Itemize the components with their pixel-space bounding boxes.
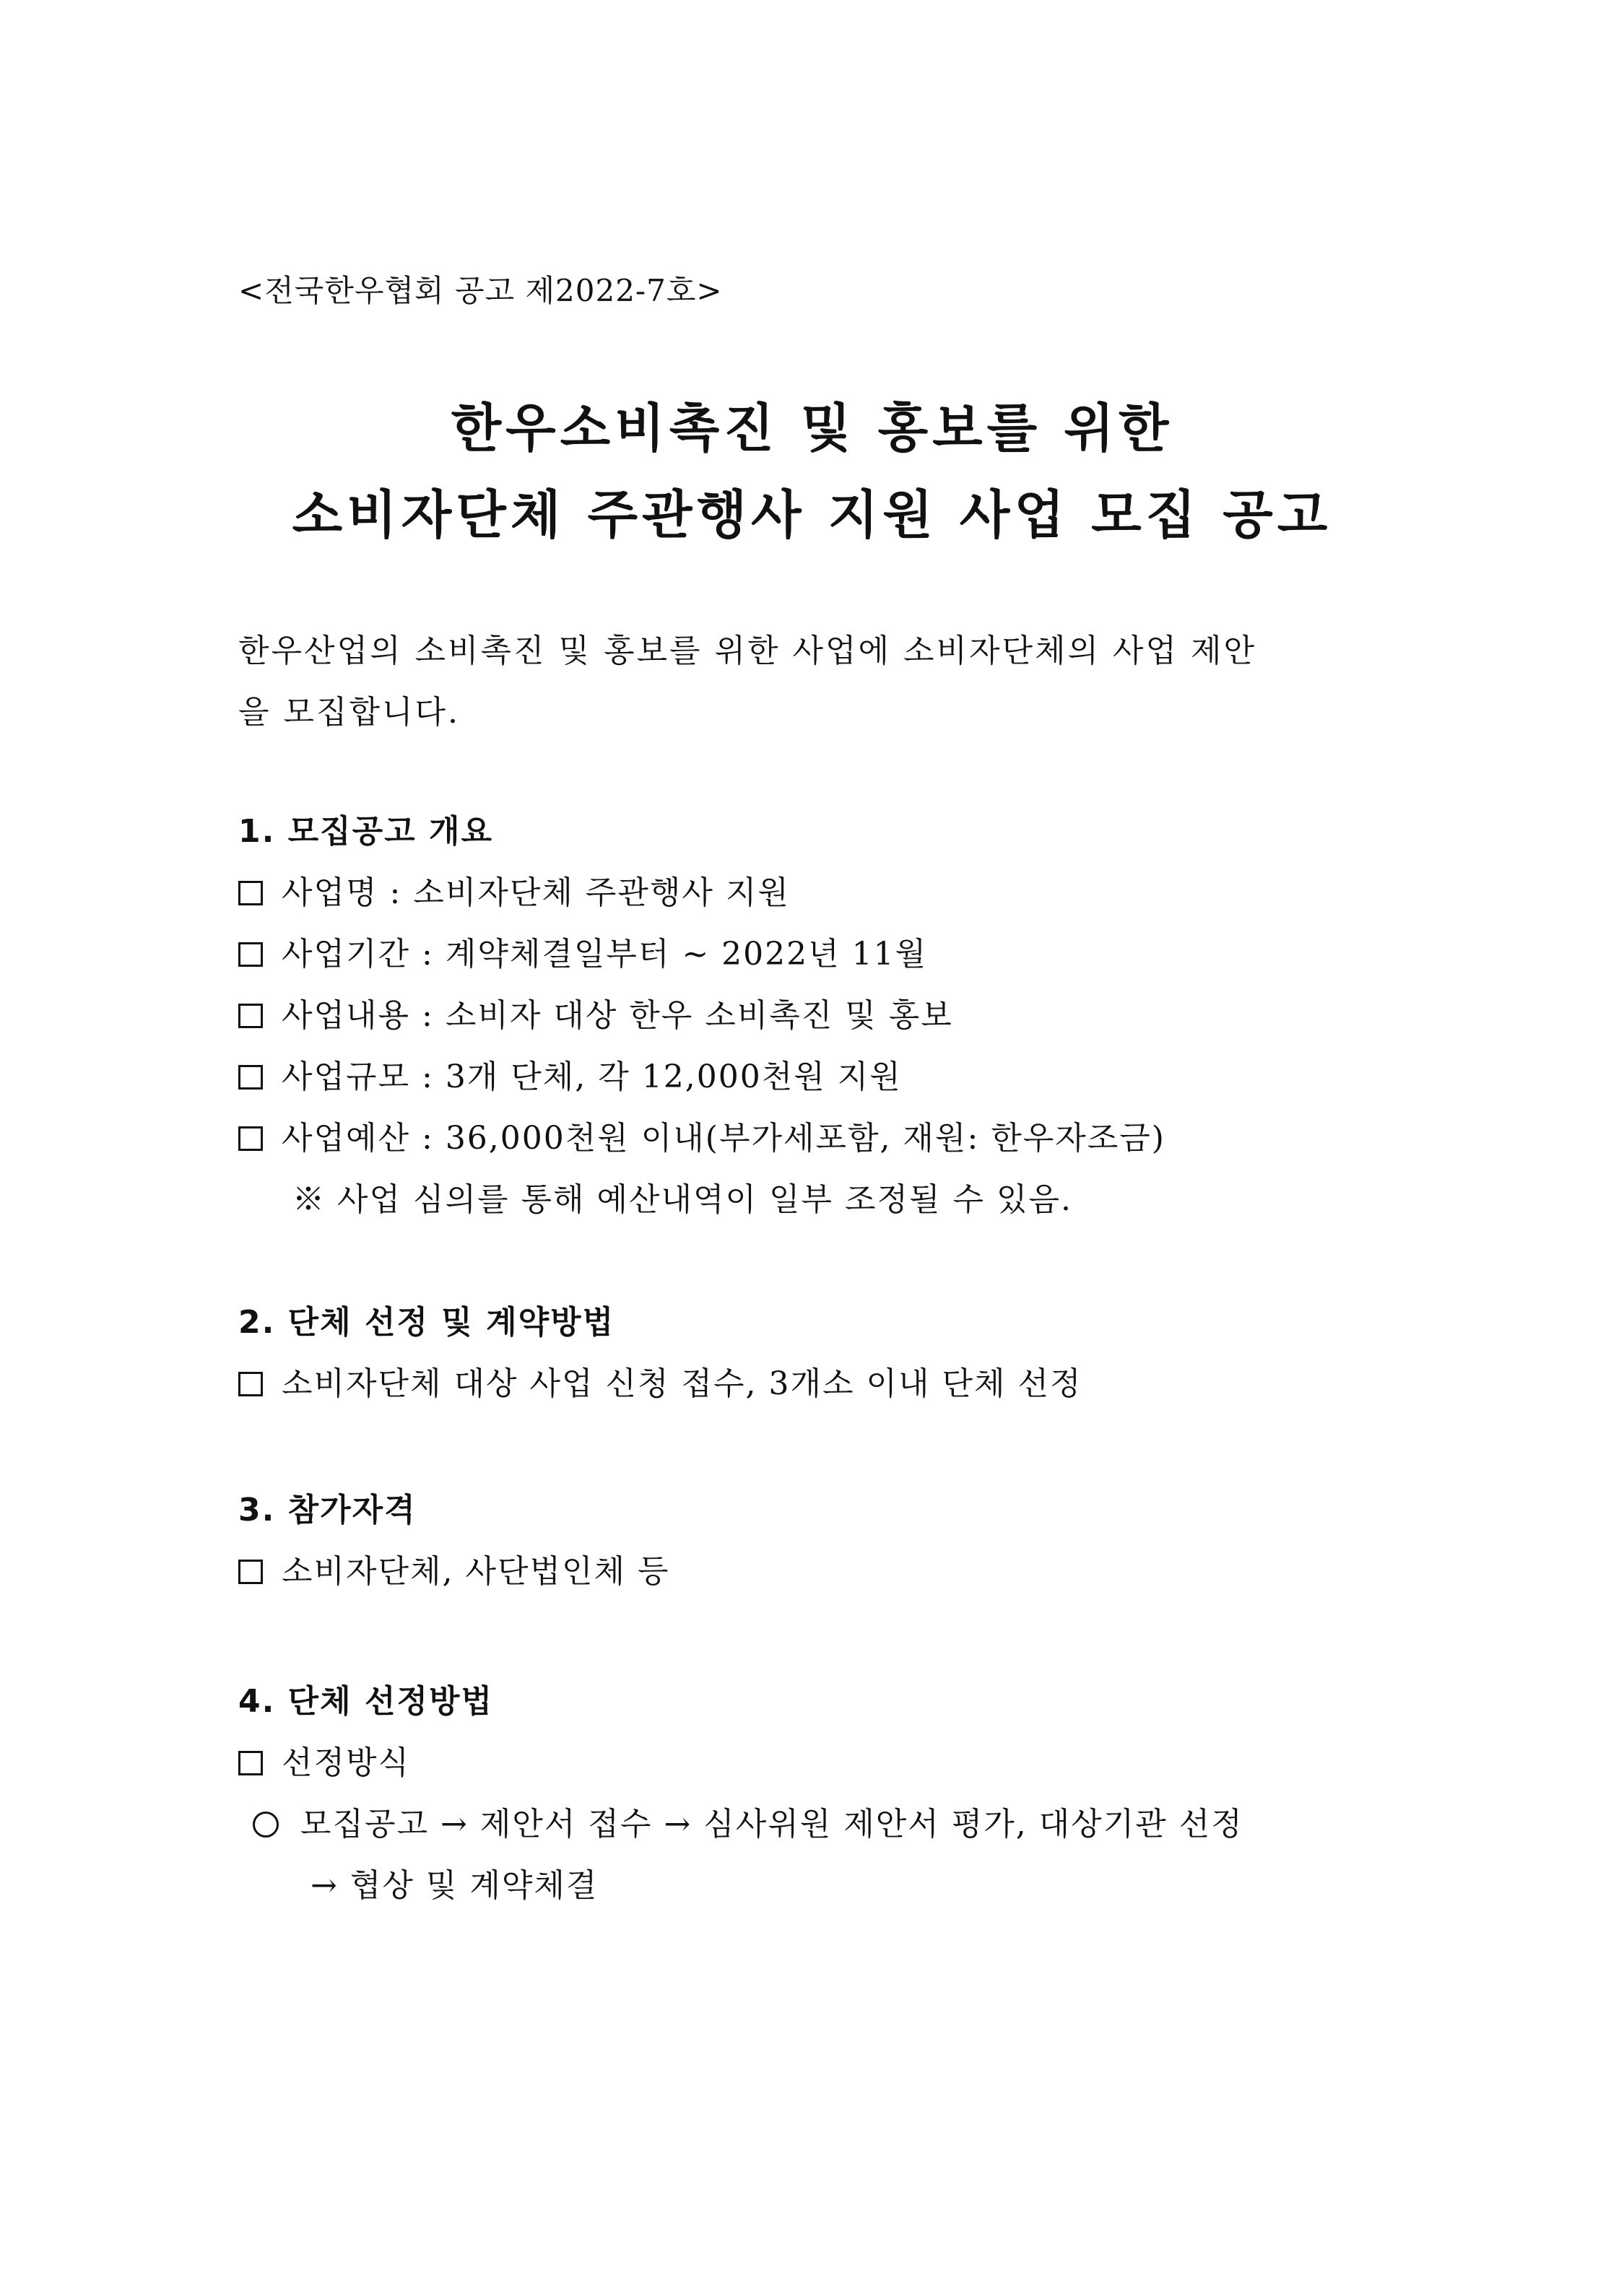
item-text: 소비자단체 대상 사업 신청 접수, 3개소 이내 단체 선정 [282,1365,1082,1402]
section-1-item [238,1051,902,1097]
checkbox-icon [238,1751,263,1775]
checkbox-icon [238,1004,263,1028]
circle-bullet-icon [253,1812,279,1838]
process-line-2: → 협상 및 계약체결 [311,1867,599,1904]
section-3-item [238,1545,670,1591]
section-1-heading: 1. 모집공고 개요 [238,813,493,850]
item-text: 사업기간 : 계약체결일부터 ~ 2022년 11월 [282,936,928,973]
section-2-heading: 2. 단체 선정 및 계약방법 [238,1304,615,1341]
item-text: 사업규모 : 3개 단체, 각 12,000천원 지원 [282,1058,902,1095]
intro-line-2: 을 모집합니다. [238,694,460,731]
section-2-item [238,1357,1082,1404]
title-line-2: 소비자단체 주관행사 지원 사업 모집 공고 [292,484,1332,545]
checkbox-icon [238,1126,263,1151]
item-text: 사업명 : 소비자단체 주관행사 지원 [282,874,790,911]
selection-process [253,1798,1243,1844]
item-text: 사업예산 : 36,000천원 이내(부가세포함, 재원: 한우자조금) [282,1120,1165,1157]
section-4-heading: 4. 단체 선정방법 [238,1683,493,1720]
section-1-item [238,928,927,974]
checkbox-icon [238,1560,263,1584]
item-text: 선정방식 [282,1744,411,1781]
checkbox-icon [238,942,263,967]
process-line-1: 모집공고 → 제안서 접수 → 심사위원 제안서 평가, 대상기관 선정 [300,1806,1243,1843]
checkbox-icon [238,1065,263,1090]
section-3-heading: 3. 참가자격 [238,1492,417,1529]
notice-number: <전국한우협회 공고 제2022-7호> [238,273,723,308]
checkbox-icon [238,881,263,905]
checkbox-icon [238,1372,263,1396]
title-line-1: 한우소비촉진 및 홍보를 위한 [451,398,1173,458]
budget-note: ※ 사업 심의를 통해 예산내역이 일부 조정될 수 있음. [292,1181,1072,1218]
intro-line-1: 한우산업의 소비촉진 및 홍보를 위한 사업에 소비자단체의 사업 제안 [238,632,1256,669]
section-1-item [238,989,953,1035]
section-1-item [238,866,790,913]
section-4-item [238,1736,410,1783]
section-1-item [238,1112,1165,1158]
item-text: 소비자단체, 사단법인체 등 [282,1553,670,1590]
item-text: 사업내용 : 소비자 대상 한우 소비촉진 및 홍보 [282,997,953,1034]
